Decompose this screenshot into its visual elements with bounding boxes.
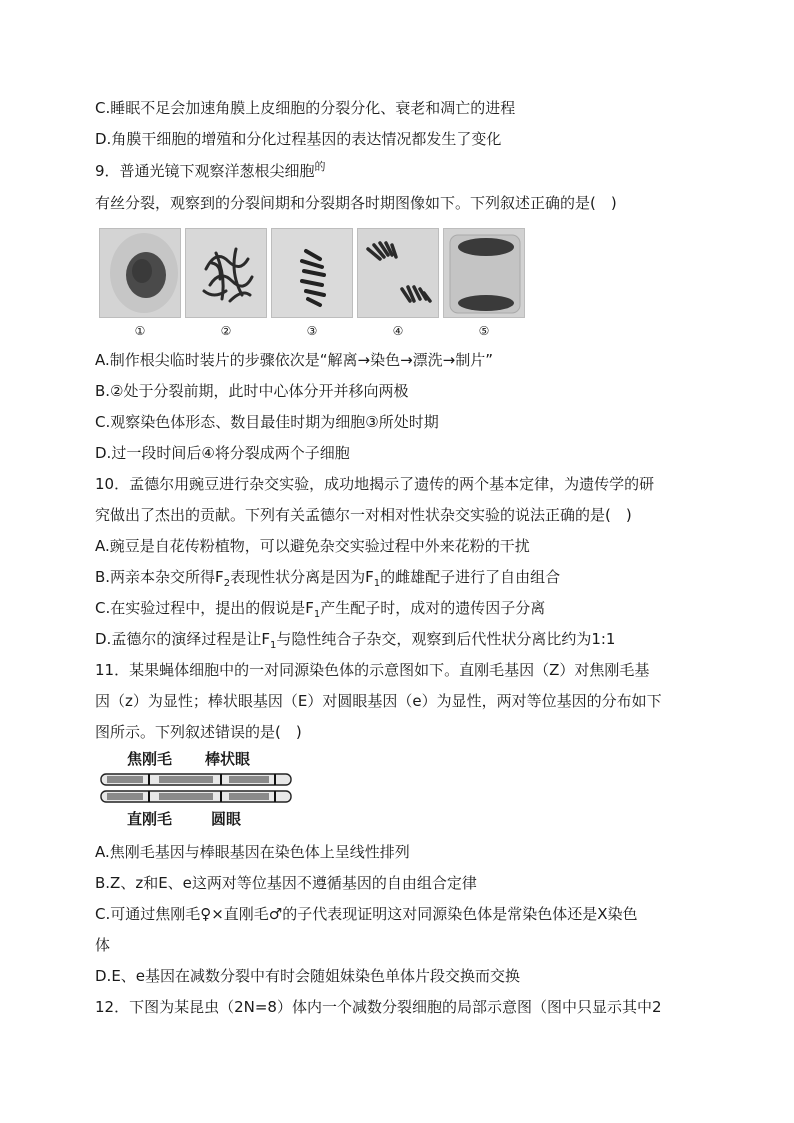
label-yuan-yan: 圆眼 (211, 810, 242, 828)
micrograph-label-5: ⑤ (478, 324, 490, 338)
q10-c-sub: 1 (313, 609, 321, 620)
q11-stem-line2: 因（z）为显性；棒状眼基因（E）对圆眼基因（e）为显性，两对等位基因的分布如下 (95, 692, 662, 710)
label-bang-zhuang-yan: 棒状眼 (205, 750, 251, 768)
q10-stem-line1: 10．孟德尔用豌豆进行杂交实验，成功地揭示了遗传的两个基本定律，为遗传学的研 (95, 475, 655, 493)
q10-b-sub1: 2 (223, 578, 231, 589)
q9-stem-line1 (95, 161, 326, 181)
q10-b-sub2: 1 (373, 578, 381, 589)
q12-stem-line1: 12．下图为某昆虫（2N=8）体内一个减数分裂细胞的局部示意图（图中只显示其中2 (95, 998, 662, 1016)
q10-c-part1: C.在实验过程中，提出的假说是F (95, 599, 314, 617)
q9-option-c: C.观察染色体形态、数目最佳时期为细胞③所处时期 (95, 413, 439, 431)
q11-option-c-line2: 体 (95, 936, 111, 954)
q10-b-part3: 的雌雄配子进行了自由组合 (380, 568, 561, 586)
q9-option-d: D.过一段时间后④将分裂成两个子细胞 (95, 444, 350, 462)
q10-b-part1: B.两亲本杂交所得F (95, 568, 224, 586)
q10-d-part2: 与隐性纯合子杂交，观察到后代性状分离比约为1:1 (276, 630, 616, 648)
q10-option-c (95, 598, 545, 618)
q11-option-d: D.E、e基因在减数分裂中有时会随姐妹染色单体片段交换而交换 (95, 967, 521, 985)
micrograph-label-4: ④ (392, 324, 404, 338)
micrograph-anaphase (357, 228, 439, 318)
label-jiao-gang-mao: 焦刚毛 (127, 750, 173, 768)
q10-option-b (95, 567, 560, 587)
mitosis-micrographs (99, 228, 529, 338)
label-zhi-gang-mao: 直刚毛 (127, 810, 173, 828)
q11-option-c-line1: C.可通过焦刚毛♀×直刚毛♂的子代表现证明这对同源染色体是常染色体还是X染色 (95, 905, 638, 923)
q9-option-b: B.②处于分裂前期，此时中心体分开并移向两极 (95, 382, 409, 400)
q9-option-a: A.制作根尖临时装片的步骤依次是“解离→染色→漂洗→制片” (95, 351, 494, 369)
q8-option-d: D.角膜干细胞的增殖和分化过程基因的表达情况都发生了变化 (95, 130, 502, 148)
micrograph-label-3: ③ (306, 324, 318, 338)
q10-c-part2: 产生配子时，成对的遗传因子分离 (320, 599, 546, 617)
q11-option-b: B.Z、z和E、e这两对等位基因不遵循基因的自由组合定律 (95, 874, 477, 892)
micrograph-prophase (185, 228, 267, 318)
micrograph-label-2: ② (220, 324, 232, 338)
q9-stem-text: 9．普通光镜下观察洋葱根尖细胞 (95, 162, 315, 180)
q11-stem-line1: 11．某果蝇体细胞中的一对同源染色体的示意图如下。直刚毛基因（Z）对焦刚毛基 (95, 661, 650, 679)
q11-option-a: A.焦刚毛基因与棒眼基因在染色体上呈线性排列 (95, 843, 410, 861)
chromosome-pair-drawing (99, 772, 295, 806)
q8-option-c: C.睡眠不足会加速角膜上皮细胞的分裂分化、衰老和凋亡的进程 (95, 99, 516, 117)
homologous-chromosome-figure (99, 750, 299, 830)
q10-stem-line2: 究做出了杰出的贡献。下列有关孟德尔一对相对性状杂交实验的说法正确的是( ) (95, 506, 632, 524)
q10-d-sub: 1 (269, 640, 277, 651)
micrograph-telophase (443, 228, 525, 318)
q9-stem-line2: 有丝分裂，观察到的分裂间期和分裂期各时期图像如下。下列叙述正确的是( ) (95, 194, 617, 212)
micrograph-label-1: ① (134, 324, 146, 338)
q10-option-d (95, 629, 615, 649)
micrograph-metaphase (271, 228, 353, 318)
q10-b-part2: 表现性状分离是因为F (230, 568, 374, 586)
micrograph-interphase (99, 228, 181, 318)
q11-stem-line3: 图所示。下列叙述错误的是( ) (95, 723, 302, 741)
q10-option-a: A.豌豆是自花传粉植物，可以避免杂交实验过程中外来花粉的干扰 (95, 537, 530, 555)
q10-d-part1: D.孟德尔的演绎过程是让F (95, 630, 270, 648)
q9-stem-suffix: 的 (314, 160, 326, 173)
